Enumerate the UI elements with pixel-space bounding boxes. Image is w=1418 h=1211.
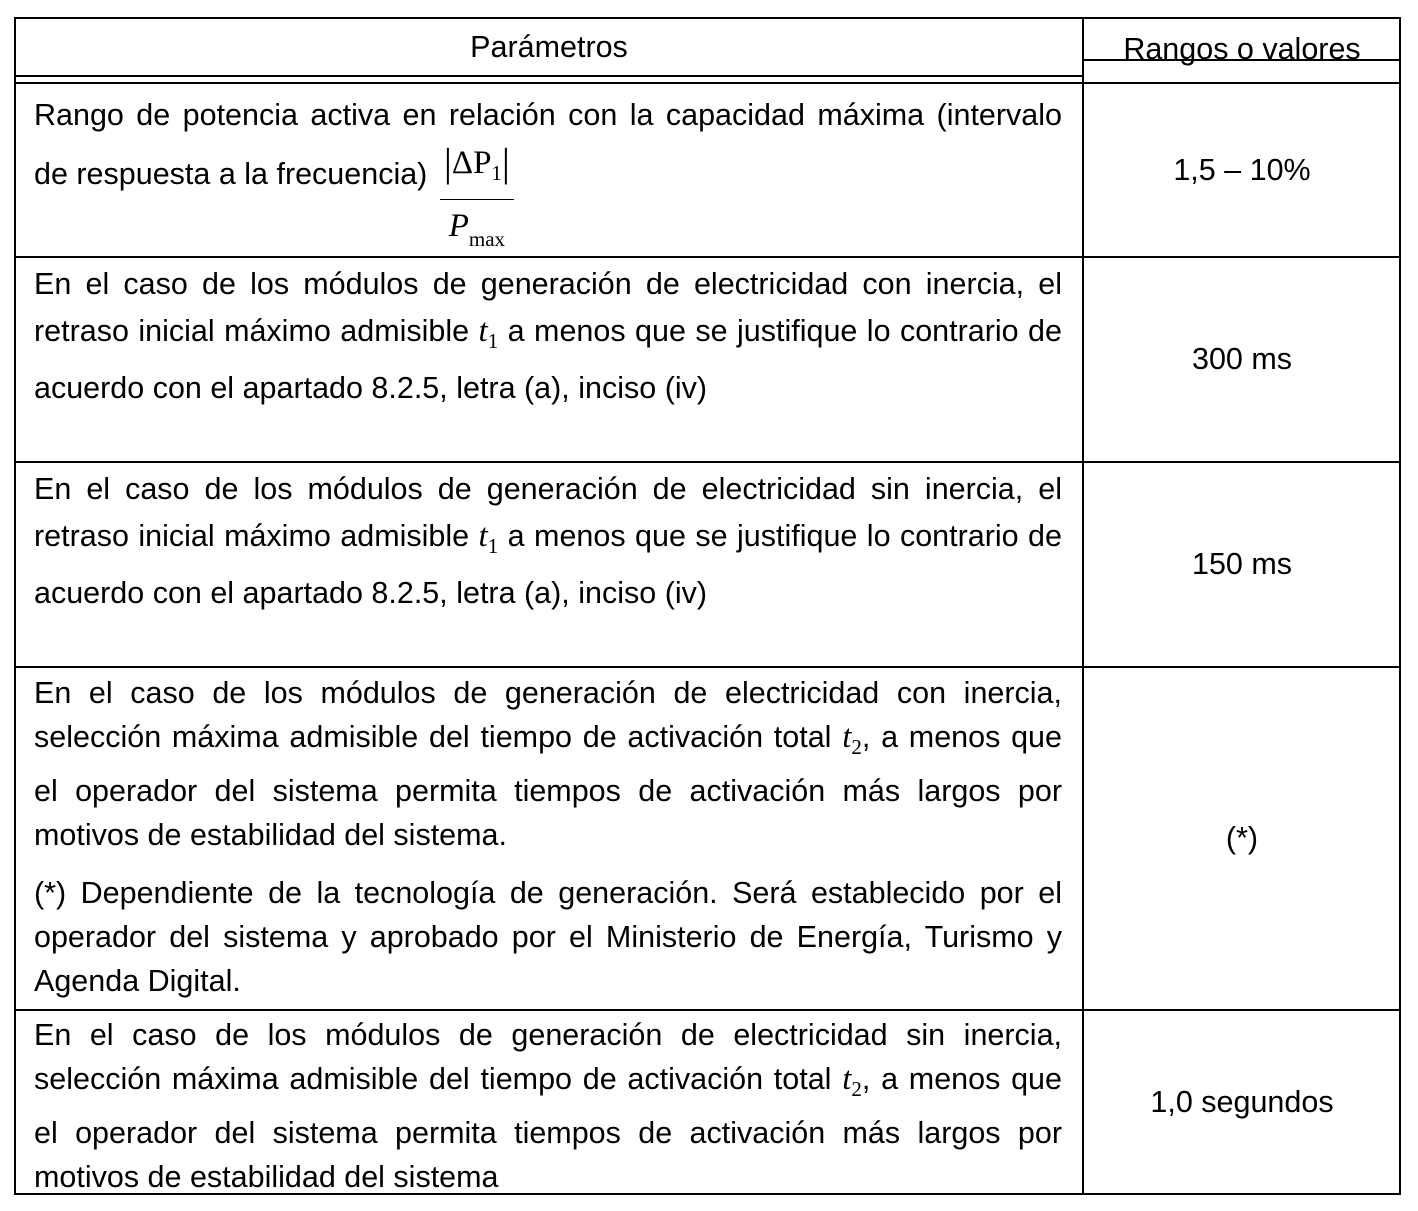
row-2-text-after: a menos que se justifique lo contrario de acuerdo con el apartado 8.2.5, letra (a), inciso (iv): [34, 314, 1062, 405]
row-4-footnote: (*) Dependiente de la tecnología de generación. Será establecido por el operador del sistema y aprobado por el Ministerio de Energía, Turismo y Agenda Digital.: [34, 876, 1062, 998]
row-3-parameter: [16, 463, 1082, 666]
delta-p-subscript: 1: [491, 161, 502, 185]
row-5-value: 1,0 segundos: [1150, 1084, 1334, 1119]
row-5-text-after: , a menos que el operador del sistema permita tiempos de activación más largos por motivos de estabilidad del sistema: [34, 1062, 1062, 1194]
t2-symbol: $t_2$: [842, 719, 862, 759]
column-divider: [1082, 17, 1084, 1195]
header-parameters: Parámetros: [470, 29, 628, 64]
p-max-symbol: P: [448, 208, 469, 244]
t1-symbol: $t_1$: [478, 518, 499, 558]
delta-p-over-pmax-formula: $\frac{|\Delta P_1|}{P_{max}}$: [440, 137, 514, 265]
row-3-text-after: a menos que se justifique lo contrario de acuerdo con el apartado 8.2.5, letra (a), inciso (iv): [34, 519, 1062, 610]
header-ranges: Rangos o valores: [1123, 31, 1361, 66]
delta-p-symbol: ΔP: [451, 145, 492, 181]
row-3-value: 150 ms: [1191, 547, 1293, 581]
header-rule-1: [14, 75, 1084, 77]
table-border-right: [1399, 17, 1401, 1195]
t1-symbol: $t_1$: [478, 313, 499, 353]
row-4-text-before: En el caso de los módulos de generación de electricidad con inercia, selección máxima admisible del tiempo de activación total: [34, 676, 1062, 754]
row-4-value: (*): [1225, 821, 1259, 855]
parameters-table: [14, 17, 1401, 1195]
row-5-parameter: [16, 1011, 1082, 1193]
row-2-text-before: En el caso de los módulos de generación de electricidad con inercia, el retraso inicial máximo admisible: [34, 267, 1062, 348]
row-5-text-before: En el caso de los módulos de generación de electricidad sin inercia, selección máxima admisible del tiempo de activación total: [34, 1018, 1062, 1096]
row-4-parameter: [16, 668, 1082, 1009]
row-4-text-after: , a menos que el operador del sistema permita tiempos de activación más largos por motivos de estabilidad del sistema.: [34, 720, 1062, 852]
p-max-subscript: max: [468, 227, 506, 251]
row-1-value: 1,5 – 10%: [1173, 152, 1311, 187]
t2-symbol: $t_2$: [842, 1061, 862, 1101]
row-1-parameter: [16, 84, 1082, 256]
row-3-text-before: En el caso de los módulos de generación de electricidad sin inercia, el retraso inicial máximo admisible: [34, 472, 1062, 553]
row-1-text: Rango de potencia activa en relación con la capacidad máxima (intervalo de respuesta a la frecuencia): [34, 98, 1062, 191]
row-2-parameter: [16, 258, 1082, 461]
row-2-value: 300 ms: [1191, 342, 1293, 376]
